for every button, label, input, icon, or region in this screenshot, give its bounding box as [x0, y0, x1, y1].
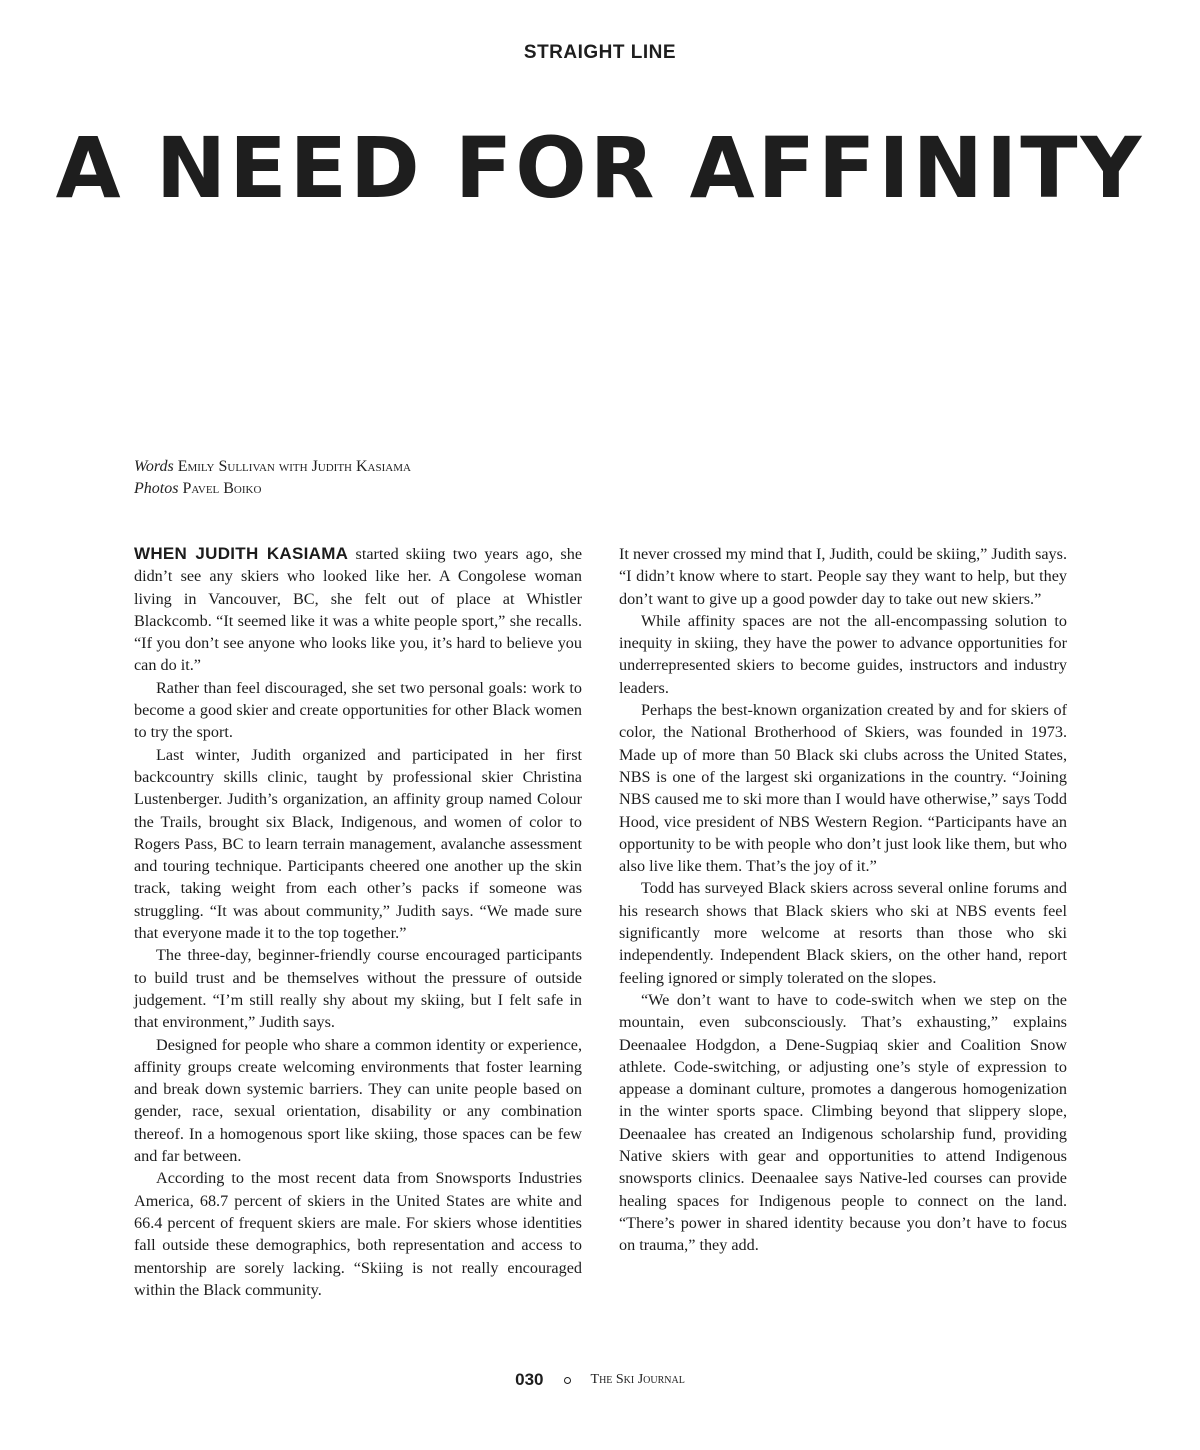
- paragraph: It never crossed my mind that I, Judith, could be skiing,” Judith says. “I didn’t know where to start. People say they want to help, but they don’t want to give up a good powder day to take out new skiers.”: [619, 545, 1067, 608]
- photographer: Pavel Boiko: [182, 480, 262, 497]
- paragraph: Designed for people who share a common identity or experience, affinity groups create welcoming environments that foster learning and break down systemic barriers. They can unite people based on gender, race, sexual orientation, disability or any combination thereof. In a homogenous sport like skiing, those spaces can be few and far between.: [134, 1035, 582, 1166]
- paragraph-text: started skiing two years ago, she didn’t see any skiers who looked like her. A Congolese woman living in Vancouver, BC, she felt out of place at Whistler Blackcomb. “It seemed like it was a white people sport,” she recalls. “If you don’t see anyone who looks like you, it’s hard to believe you can do it.”: [134, 545, 582, 675]
- paragraph: Rather than feel discouraged, she set two personal goals: work to become a good skier and create opportunities for other Black women to try the sport.: [134, 678, 582, 742]
- article-column-left: [134, 543, 582, 1301]
- paragraph: While affinity spaces are not the all-encompassing solution to inequity in skiing, they have the power to advance opportunities for underrepresented skiers to become guides, instructors and industry leaders.: [619, 611, 1067, 697]
- paragraph: Todd has surveyed Black skiers across several online forums and his research shows that Black skiers who ski at NBS events feel significantly more welcome at resorts than those who ski independently. Independent Black skiers, on the other hand, report feeling ignored or simply tolerated on the slopes.: [619, 879, 1067, 987]
- paragraph: Perhaps the best-known organization created by and for skiers of color, the National Brotherhood of Skiers, was founded in 1973. Made up of more than 50 Black ski clubs across the United States, NBS is one of the largest ski organizations in the country. “Joining NBS caused me to ski more than I would have otherwise,” says Todd Hood, vice president of NBS Western Region. “Participants have an opportunity to be with people who don’t just look like them, but who also live like them. That’s the joy of it.”: [619, 701, 1067, 876]
- section-label: STRAIGHT LINE: [523, 42, 677, 63]
- publication-name: The Ski Journal: [590, 1372, 685, 1387]
- page-footer: [0, 1370, 1200, 1390]
- lead-in: WHEN JUDITH KASIAMA: [134, 544, 349, 563]
- separator-dot-icon: [564, 1377, 571, 1384]
- paragraph: “We don’t want to have to code-switch when we step on the mountain, even subconsciously. That’s exhausting,” explains Deenaalee Hodgdon, a Dene-Sugpiaq skier and Coalition Snow athlete. Code-switching, or adjusting one’s style of expression to appease a dominant culture, promotes a dangerous homogenization in the winter sports space. Climbing beyond that slippery slope, Deenaalee has created an Indigenous scholarship fund, providing Native skiers with gear and opportunities to attend Indigenous snowsports clinics. Deenaalee says Native-led courses can provide healing spaces for Indigenous people to connect on the land. “There’s power in shared identity because you don’t have to focus on trauma,” they add.: [619, 990, 1067, 1255]
- byline: [134, 456, 411, 500]
- article-column-right: [619, 543, 1067, 1257]
- words-author: Emily Sullivan with Judith Kasiama: [177, 458, 411, 475]
- page-number: 030: [515, 1370, 544, 1389]
- paragraph: The three-day, beginner-friendly course encouraged participants to build trust and be themselves without the pressure of outside judgement. “I’m still really shy about my skiing, but I felt safe in that environment,” Judith says.: [134, 946, 582, 1032]
- paragraph: Last winter, Judith organized and participated in her first backcountry skills clinic, taught by professional skier Christina Lustenberger. Judith’s organization, an affinity group named Colour the Trails, brought six Black, Indigenous, and women of color to Rogers Pass, BC to learn terrain management, avalanche assessment and touring technique. Participants cheered one another up the skin track, taking weight from each other’s packs if someone was struggling. “It was about community,” Judith says. “We made sure that everyone made it to the top together.”: [134, 745, 582, 943]
- paragraph: [134, 543, 582, 677]
- paragraph: According to the most recent data from Snowsports Industries America, 68.7 percent of skiers in the United States are white and 66.4 percent of frequent skiers are male. For skiers whose identities fall outside these demographics, both representation and access to mentorship are sorely lacking. “Skiing is not really encouraged within the Black community.: [134, 1169, 582, 1299]
- words-role: Words: [134, 458, 174, 475]
- headline: A NEED FOR AFFINITY: [55, 119, 1145, 217]
- photos-credit: [134, 478, 411, 500]
- photos-role: Photos: [134, 480, 179, 497]
- words-credit: [134, 456, 411, 478]
